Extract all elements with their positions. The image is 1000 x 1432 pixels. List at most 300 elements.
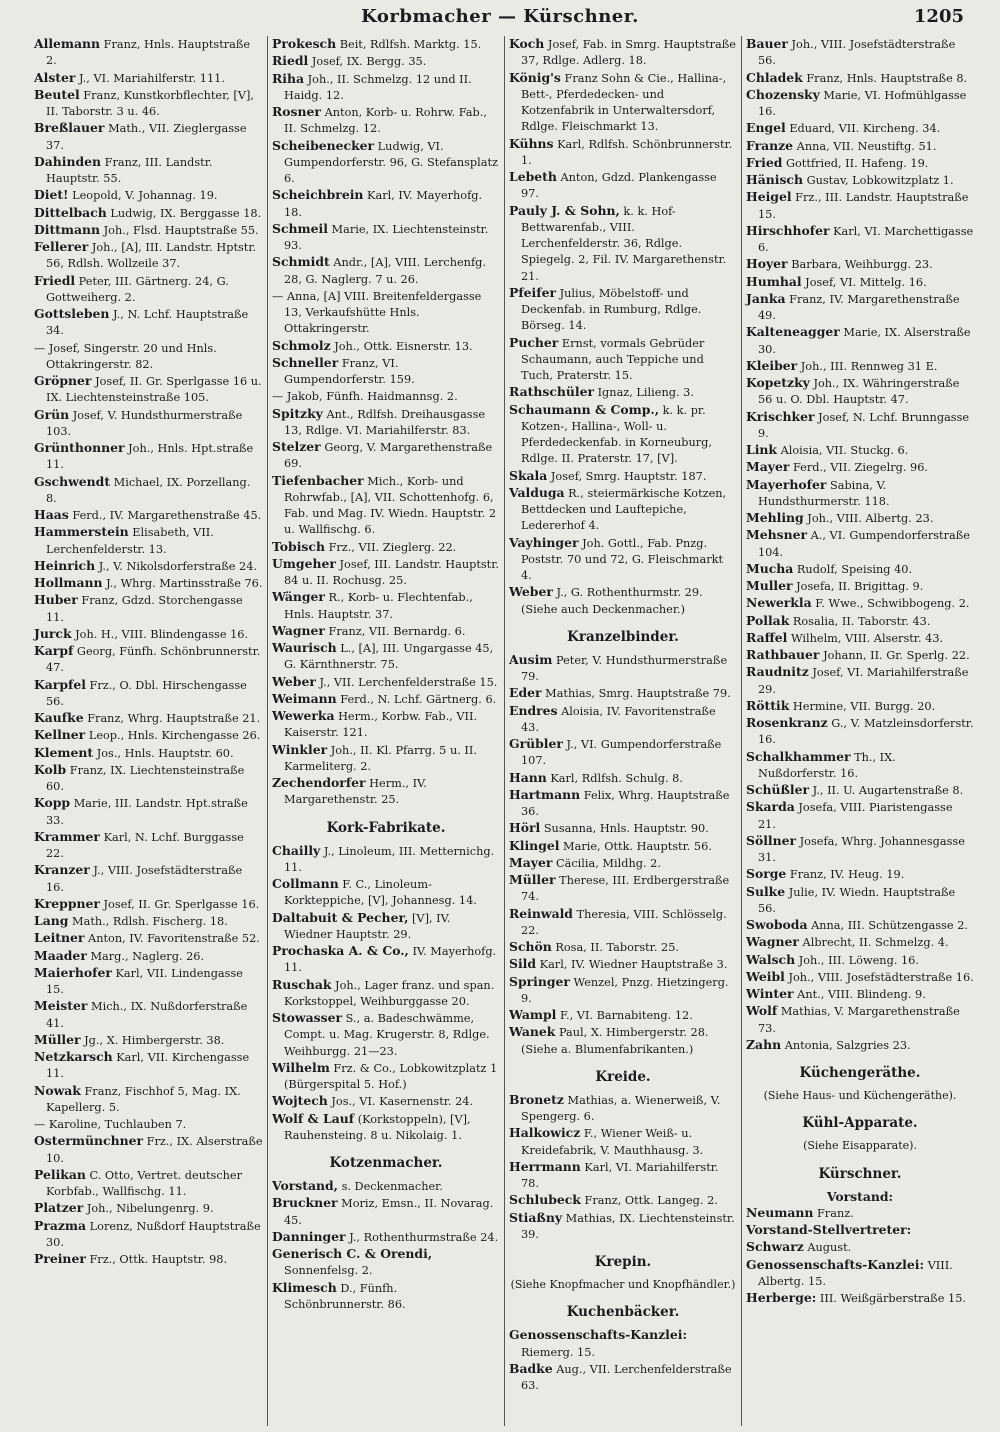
directory-entry [34,862,263,896]
entry-name: Maader [34,947,87,963]
entry-details: VIII. Albertg. 15. [758,1258,953,1288]
entry-name: Dahinden [34,153,102,169]
entry-details: Mathias, Smrg. Hauptstraße 79. [545,687,731,701]
entry-name: Sorge [746,866,787,882]
entry-details: Franz, Fischhof 5, Mag. IX. Kapellerg. 5. [46,1084,241,1114]
directory-entry [509,685,737,702]
directory-entry [34,1116,263,1133]
section-heading: Kotzenmacher. [329,1155,443,1171]
directory-entry [746,527,974,561]
entry-name: Muller [746,578,793,593]
entry-name: Wagner [272,622,325,638]
entry-name: Wilhelm [272,1059,330,1075]
entry-name: Kleiber [746,357,798,373]
entry-details: Franz, IX. Liechtensteinstraße 60. [46,763,245,793]
directory-entry [34,187,263,204]
entry-details: C. Otto, Vertret. deutscher Korbfab., Wallfischg. 11. [46,1168,243,1198]
directory-entry [746,172,974,189]
entry-name: Netzkarsch [34,1049,113,1064]
directory-entry [746,969,974,986]
directory-entry [746,833,974,867]
directory-entry [509,203,737,285]
entry-details: Josef, N. Lchf. Brunngasse 9. [758,410,970,440]
directory-entry [509,906,737,940]
entry-details: Karl, Rdlfsh. Schönbrunnerstr. 1. [521,137,733,167]
entry-details: Frz., Ottk. Hauptstr. 98. [89,1253,228,1266]
entry-name: Prokesch [272,36,337,51]
entry-name: Prazma [34,1217,87,1233]
entry-details: k. k. Hof-Bettwarenfab., VIII. Lerchenfelderstr. 36, Rdlge. Spiegelg. 2, Fil. IV. Margarethenstr. 21. [521,204,727,283]
entry-name: Heinrich [34,557,96,573]
directory-entry [272,406,500,440]
directory-entry [509,939,737,956]
running-head: Korbmacher — Kürschner. [361,6,639,27]
entry-name: Tobisch [272,538,325,554]
directory-entry [272,1229,500,1246]
directory-entry [509,384,737,401]
entry-details: Joh., III. Rennweg 31 E. [800,359,938,373]
page-header [0,4,1000,30]
directory-entry [509,1210,737,1244]
entry-details: F. Wwe., Schwibbogeng. 2. [815,597,970,611]
entry-name: Karpf [34,643,74,658]
section-heading: Krepin. [594,1254,652,1270]
column-3 [504,36,741,1426]
directory-entry [509,36,737,70]
entry-name: König's [509,69,561,85]
entry-name: Weber [272,673,316,689]
column-1 [30,36,267,1426]
entry-details: Joh., Nibelungenrg. 9. [86,1202,214,1216]
entry-details: R., steiermärkische Kotzen, Bettdecken und Lauftepiche, Ledererhof 4. [521,486,727,533]
directory-entry [509,1327,737,1361]
entry-details: Susanna, Hnls. Hauptstr. 90. [543,822,709,836]
directory-entry [34,440,263,474]
entry-details: Leop., Hnls. Kirchengasse 26. [88,729,261,743]
entry-name: Gröpner [34,373,92,388]
entry-details: Julius, Möbelstoff- und Deckenfab. in Rumburg, Rdlge. Börseg. 14. [521,286,702,333]
entry-name: Koch [509,36,545,51]
directory-entry [509,1092,737,1126]
directory-entry [272,589,500,623]
entry-name: Skarda [746,799,795,815]
directory-entry [746,698,974,715]
directory-entry [509,787,737,821]
entry-details: A., VI. Gumpendorferstraße 104. [758,529,970,559]
entry-name: Huber [34,592,78,608]
entry-details: Franz, Whrg. Hauptstraße 21. [87,712,261,725]
entry-name: Herrmann [509,1158,581,1174]
directory-entry [34,273,263,307]
entry-name: Sild [509,956,537,972]
directory-entry [746,1003,974,1037]
entry-name: Bronetz [509,1091,564,1107]
entry-details: Ant., VIII. Blindeng. 9. [797,988,926,1001]
entry-name: Grün [34,406,70,422]
directory-entry [509,838,737,855]
entry-name: Umgeher [272,555,336,571]
entry-details: J., Rothenthurmstraße 24. [349,1230,499,1244]
entry-details: Karl, VI. Marchettigasse 6. [758,224,974,254]
entry-name: Lebeth [509,169,557,184]
entry-details: Josef, II. Gr. Sperlgasse 16 u. IX. Liechtensteinstraße 105. [46,375,262,405]
directory-entry [746,1239,974,1256]
entry-details: Karl, N. Lchf. Burggasse 22. [46,830,244,860]
directory-entry [272,775,500,809]
entry-name: Preiner [34,1251,86,1266]
directory-entry [34,154,263,188]
directory-entry [746,358,974,375]
entry-details: Karl, Rdlfsh. Schulg. 8. [550,771,683,785]
entry-details: Herm., Korbw. Fab., VII. Kaiserstr. 121. [284,710,478,740]
entry-details: Joh., VIII. Josefstädterstraße 16. [788,970,974,984]
entry-name: Chladek [746,69,803,85]
entry-name: Schwarz [746,1239,804,1255]
section-heading: Kürschner. [818,1165,902,1182]
entry-details: Ernst, vormals Gebrüder Schaumann, auch Teppiche und Tuch, Praterstr. 15. [521,336,705,382]
directory-entry [746,36,974,70]
entry-name: Zahn [746,1036,782,1052]
entry-name: Söllner [746,832,797,848]
entry-name: Stowasser [272,1010,342,1025]
directory-entry [34,677,263,711]
entry-name: Kalteneagger [746,324,840,340]
directory-entry [746,1037,974,1054]
directory-entry [34,710,263,727]
entry-details: D., Fünfh. Schönbrunnerstr. 86. [284,1281,406,1311]
entry-details: F. C., Linoleum-Korkteppiche, [V], Johannesg. 14. [284,878,477,908]
entry-details: Math., Rdlsh. Fischerg. 18. [72,915,228,928]
directory-entry [746,595,974,612]
entry-details: Mathias, V. Margarethenstraße 73. [758,1005,960,1035]
directory-entry [34,507,263,524]
entry-details: Frz., O. Dbl. Hirschengasse 56. [46,678,247,708]
directory-entry [272,1093,500,1110]
entry-name: Link [746,442,778,457]
entry-name: Schmolz [272,337,331,353]
directory-entry [34,306,263,340]
directory-entry [272,977,500,1011]
directory-entry [509,584,737,618]
entry-name: Schön [509,939,552,954]
entry-details: Frz., III. Landstr. Hauptstraße 15. [758,191,969,221]
entry-name: Ostermünchner [34,1133,144,1149]
entry-details: R., Korb- u. Flechtenfab., Hnls. Hauptstr. 37. [284,591,473,621]
entry-details: Jg., X. Himbergerstr. 38. [84,1033,225,1047]
entry-name: Kopetzky [746,375,810,390]
entry-name: Springer [509,973,570,989]
section-heading: Kreide. [595,1068,651,1085]
entry-details: F., Wiener Weiß- u. Kreidefabrik, V. Mauthhausg. 3. [521,1127,704,1157]
directory-entry [272,71,500,105]
entry-name: Vayhinger [509,534,579,550]
entry-details: Franz, VII. Bernardg. 6. [328,624,466,638]
directory-entry [509,652,737,686]
entry-details: Wenzel, Pnzg. Hietzingerg. 9. [521,975,729,1005]
directory-entry [34,592,263,626]
entry-name: Allemann [34,36,101,51]
entry-name: Skala [509,467,548,483]
entry-name: Kaufke [34,710,84,725]
entry-details: Ant., Rdlfsh. Dreihausgasse 13, Rdlge. VI. Mariahilferstr. 83. [284,407,486,437]
entry-name: Gottsleben [34,306,110,321]
entry-details: Aloisia, IV. Favoritenstraße 43. [521,704,716,734]
entry-name: Franze [746,137,794,153]
entry-name: Krammer [34,828,100,844]
entry-details: Gustav, Lobkowitzplatz 1. [806,174,954,187]
entry-details: G., V. Matzleinsdorferstr. 16. [758,717,974,747]
directory-entry [272,439,500,473]
entry-details: Franz, Hnls. Hauptstraße 2. [46,38,251,68]
directory-entry [272,910,500,944]
entry-details: — Jakob, Fünfh. Haidmannsg. 2. [272,390,458,404]
entry-details: Joh., IX. Währingerstraße 56 u. O. Dbl. Hauptstr. 47. [758,377,960,407]
entry-details: Karl, IV. Wiedner Hauptstraße 3. [539,958,728,972]
entry-details: Peter, III. Gärtnerg. 24, G. Gottweiherg. 2. [46,274,229,304]
directory-entry [509,169,737,203]
entry-name: Wewerka [272,708,335,723]
entry-name: Wagner [746,934,799,950]
entry-details: Marg., Naglerg. 26. [90,949,205,963]
directory-entry [746,986,974,1003]
directory-entry [34,558,263,575]
directory-entry [34,373,263,407]
entry-details: Rosalia, II. Taborstr. 43. [792,614,931,628]
entry-details: August. [807,1241,852,1255]
entry-name: Kühns [509,135,554,151]
entry-details: — Josef, Singerstr. 20 und Hnls. Ottakringerstr. 82. [34,341,217,371]
entry-details: J., VI. Gumpendorferstraße 107. [521,738,722,768]
entry-name: Prochaska A. & Co., [272,943,409,958]
entry-details: Anna, III. Schützengasse 2. [811,919,968,932]
directory-entry [272,138,500,188]
directory-entry [746,934,974,951]
directory-entry [34,222,263,239]
entry-details: s. Deckenmacher. [341,1180,443,1193]
directory-entry [272,539,500,556]
directory-entry [746,477,974,511]
entry-name: Scheichbrein [272,187,364,203]
entry-name: Badke [509,1360,553,1376]
directory-entry [272,556,500,590]
directory-entry [34,36,263,70]
entry-name: Diet! [34,187,69,203]
directory-entry [34,643,263,677]
entry-details: — Anna, [A] VIII. Breitenfeldergasse 13, Verkaufshütte Hnls. Ottakringerstr. [272,289,482,336]
entry-name: Krischker [746,408,815,424]
entry-details: J., N. Lchf. Hauptstraße 34. [46,308,249,338]
entry-details: k. k. pr. Kotzen-, Hallina-, Woll- u. Pferdedeckenfab. in Korneuburg, Rdlge. II. Praterstr. 17, [V]. [521,403,712,466]
directory-entry [34,829,263,863]
entry-details: Franz Sohn & Cie., Hallina-, Bett-, Pferdedecken- und Kotzenfabrik in Unterwaltersdorf, Rdlge. Fleischmarkt 13. [521,71,727,134]
directory-entry [509,468,737,485]
entry-name: Karpfel [34,676,86,692]
entry-details: Ludwig, VI. Gumpendorferstr. 96, G. Stefansplatz 6. [284,139,498,185]
entry-details: Franz, Ottk. Langeg. 2. [584,1194,718,1208]
entry-name: Wänger [272,589,325,605]
entry-details: J., V. Nikolsdorferstraße 24. [98,559,258,573]
entry-details: Jos., VI. Kasernenstr. 24. [331,1095,474,1109]
entry-details: Anton, Korb- u. Rohrw. Fab., II. Schmelzg. 12. [284,106,487,136]
entry-name: Waurisch [272,640,337,655]
entry-name: Neumann [746,1204,814,1220]
entry-name: Bauer [746,36,788,51]
entry-name: Humhal [746,273,802,289]
directory-entry [34,1133,263,1167]
directory-entry [509,1024,737,1058]
directory-entry [746,1257,974,1291]
entry-name: Hänisch [746,172,803,187]
directory-entry [746,749,974,783]
entry-name: Hollmann [34,575,103,590]
directory-entry [34,87,263,121]
entry-name: Reinwald [509,905,573,921]
entry-details: Georg, Fünfh. Schönbrunnerstr. 47. [46,645,261,675]
entry-name: Kolb [34,761,67,777]
entry-details: — Karoline, Tuchlauben 7. [34,1118,187,1131]
entry-name: Scheibenecker [272,137,375,153]
directory-entry [272,876,500,910]
entry-name: Swoboda [746,917,808,932]
entry-name: Haas [34,507,69,522]
entry-name: Riedl [272,53,309,69]
entry-details: J., II. U. Augartenstraße 8. [812,784,964,797]
directory-entry [272,187,500,221]
directory-entry [34,340,263,374]
entry-details: Frz. & Co., Lobkowitzplatz 1 (Bürgerspital 5. Hof.) [284,1061,498,1091]
entry-details: Barbara, Weihburgg. 23. [791,258,933,272]
entry-name: Mehsner [746,527,808,543]
directory-entry [34,1032,263,1049]
directory-entry [272,1111,500,1145]
entry-details: S., a. Badeschwämme, Compt. u. Mag. Krugerstr. 8, Rdlge. Weihburgg. 21—23. [284,1012,490,1058]
entry-details: F., VI. Barnabiteng. 12. [559,1009,693,1022]
entry-details: Ludwig, IX. Berggasse 18. [110,206,262,220]
entry-details: Josefa, II. Brigittag. 9. [796,580,924,593]
directory-entry [272,708,500,742]
entry-details: Anna, VII. Neustiftg. 51. [796,139,937,153]
entry-details: Franz, III. Landstr. Hauptstr. 55. [46,155,213,185]
directory-entry [509,956,737,973]
entry-name: Röttik [746,697,790,713]
entry-name: Herberge: [746,1290,817,1305]
entry-details: Joh., II. Schmelzg. 12 und II. Haidg. 12. [284,72,472,102]
directory-entry [746,70,974,87]
entry-details: Josefa, VIII. Piaristengasse 21. [758,801,953,831]
entry-details: Ferd., VII. Ziegelrg. 96. [792,461,928,475]
directory-entry [509,70,737,136]
directory-entry [272,1246,500,1280]
entry-details: Moriz, Emsn., II. Novarag. 45. [284,1197,494,1227]
directory-entry [509,820,737,837]
directory-entry [509,974,737,1008]
entry-details: Leopold, V. Johannag. 19. [72,189,218,203]
entry-name: Endres [509,702,558,718]
directory-entry [272,221,500,255]
directory-entry [509,402,737,468]
entry-name: Müller [509,872,556,887]
directory-entry [746,561,974,578]
directory-entry [746,884,974,918]
directory-entry [272,1060,500,1094]
entry-name: Pucher [509,334,559,350]
entry-name: Hoyer [746,256,788,272]
column-2 [267,36,504,1426]
entry-name: Weimann [272,690,337,706]
directory-entry [746,189,974,223]
entry-details: Wilhelm, VIII. Alserstr. 43. [790,631,944,645]
entry-name: Walsch [746,951,796,967]
directory-entry [746,274,974,291]
entry-details: Joh., VIII. Josefstädterstraße 56. [758,38,956,68]
sub-heading: Vorstand: [826,1188,894,1204]
entry-name: Halkowicz [509,1125,581,1141]
directory-entry [746,647,974,664]
directory-entry [272,338,500,355]
entry-name: Rosenkranz [746,715,828,730]
entry-name: Kopp [34,795,71,811]
directory-entry [746,917,974,934]
entry-name: Sulke [746,883,786,899]
directory-entry [746,1290,974,1307]
directory-entry [34,407,263,441]
entry-details: Karl, VII. Lindengasse 15. [46,966,243,996]
cross-reference-note: (Siehe Knopfmacher und Knopfhändler.) [510,1278,736,1291]
entry-details: Andr., [A], VIII. Lerchenfg. 28, G. Naglerg. 7 u. 26. [284,256,486,286]
directory-entry [272,623,500,640]
entry-details: J., G. Rothenthurmstr. 29. (Siehe auch Deckenmacher.) [521,586,703,616]
entry-details: IV. Mayerhofg. 11. [284,945,497,975]
entry-details: Marie, Ottk. Hauptstr. 56. [563,839,712,853]
directory-entry [272,288,500,338]
entry-name: Genossenschafts-Kanzlei: [509,1327,688,1343]
directory-entry [34,896,263,913]
entry-name: Mehling [746,510,804,525]
directory-entry [509,872,737,906]
entry-name: Kellner [34,727,86,743]
entry-details: Franz, Kunstkorbflechter, [V], II. Taborstr. 3 u. 46. [46,88,254,118]
entry-name: Rathschüler [509,384,594,400]
directory-entry [272,254,500,288]
directory-entry [746,291,974,325]
entry-name: Stiaßny [509,1209,563,1225]
directory-entry [746,375,974,409]
entry-name: Mayer [746,459,790,475]
entry-name: Riha [272,70,305,86]
entry-name: Schaumann & Comp., [509,401,660,417]
directory-entry [746,155,974,172]
entry-name: Nowak [34,1082,81,1098]
entry-details: Aug., VII. Lerchenfelderstraße 63. [521,1362,732,1392]
section-heading: Kühl-Apparate. [802,1115,918,1132]
directory-entry [272,943,500,977]
entry-name: Hann [509,769,547,785]
entry-name: Raffel [746,629,788,645]
entry-name: Valduga [509,484,565,500]
entry-name: Grünthonner [34,440,125,455]
directory-entry [509,855,737,872]
entry-details: Josef, V. Hundsthurmerstraße 103. [46,408,243,438]
directory-entry [509,485,737,535]
entry-name: Rosner [272,104,321,119]
directory-entry [746,664,974,698]
entry-name: Jurck [34,625,72,641]
entry-name: Hörl [509,820,541,836]
entry-details: Josef, VI. Mariahilferstraße 29. [758,666,969,696]
entry-details: Ferd., IV. Margarethenstraße 45. [72,509,262,522]
entry-details: Josef, Smrg. Hauptstr. 187. [550,469,707,483]
entry-name: Gschwendt [34,473,111,489]
